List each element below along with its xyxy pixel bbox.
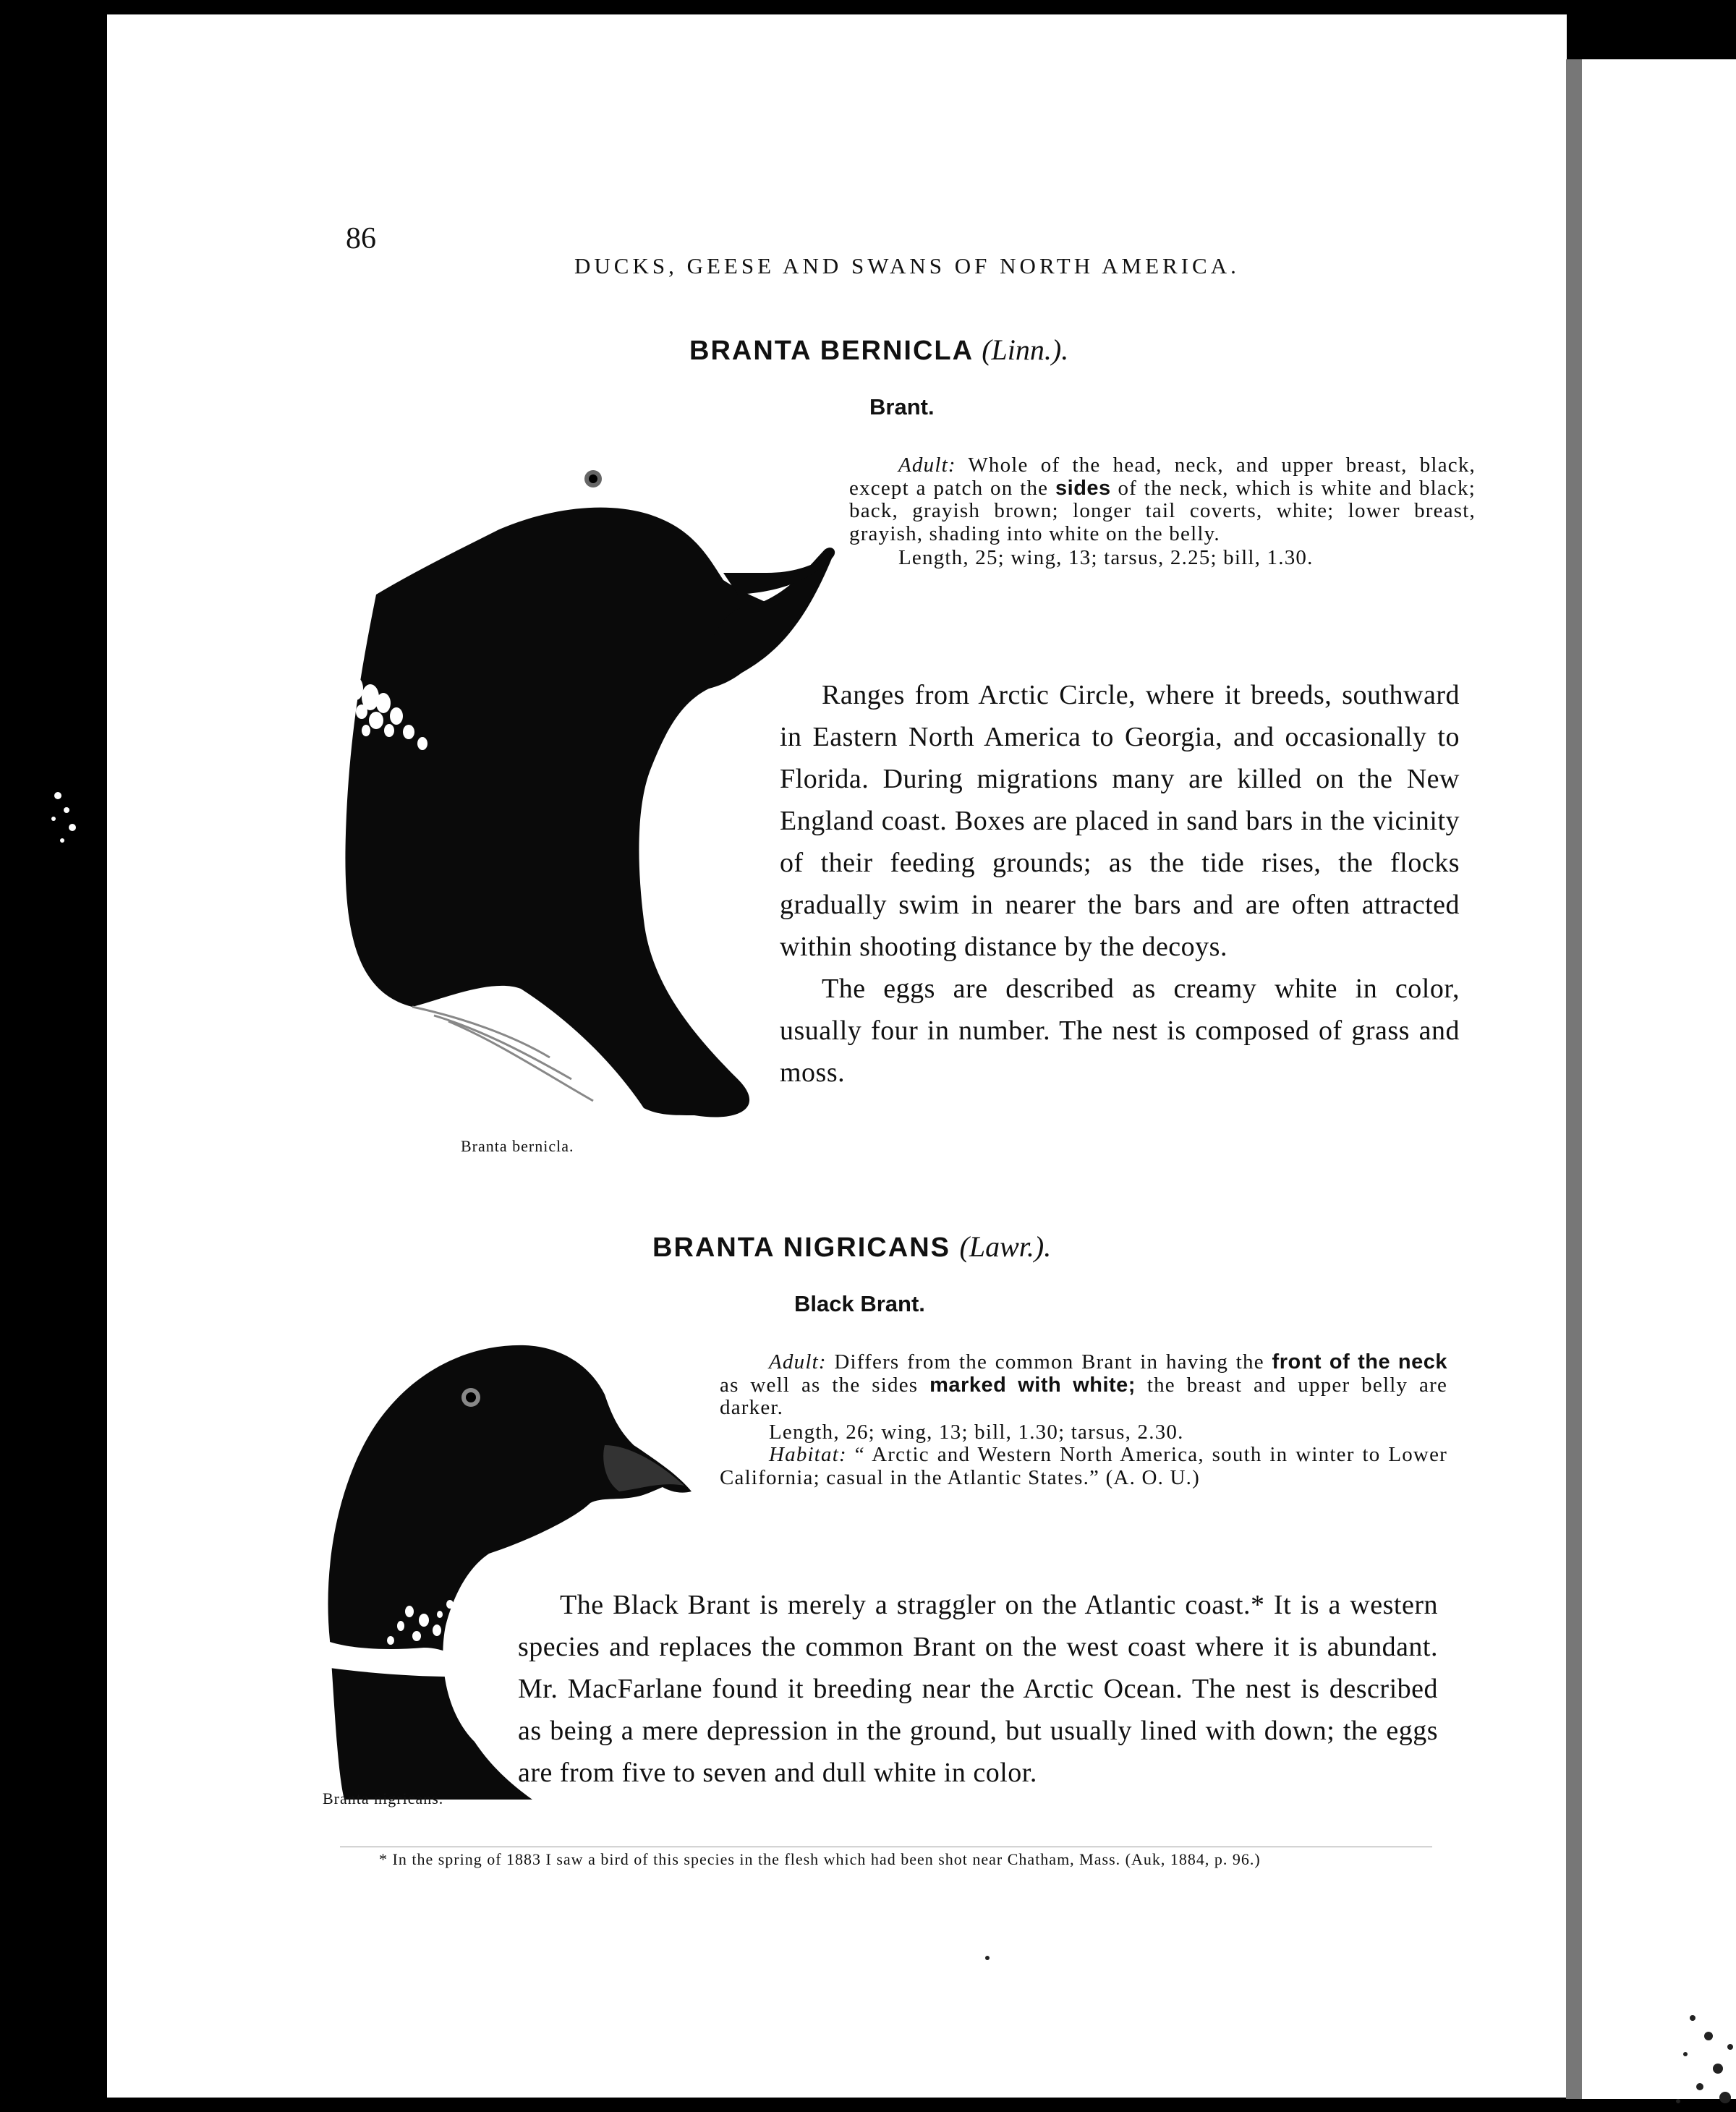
- page-gutter-shadow: [1566, 59, 1582, 2099]
- running-head: DUCKS, GEESE AND SWANS OF NORTH AMERICA.: [574, 253, 1240, 278]
- paragraph: The Black Brant is merely a straggler on the Atlantic coast.* It is a western species and replaces the common Brant on the west coast where it is abundant. Mr. MacFarlane found it breeding near the Arctic Ocean. The nest is described as being a mere depression in the ground, but usually lined with down; the eggs are from five to seven and dull white in color.: [518, 1590, 1438, 1788]
- common-name: Brant.: [869, 394, 935, 420]
- adult-label: Adult:: [769, 1350, 827, 1374]
- species-title: [689, 333, 1068, 367]
- adult-label: Adult:: [898, 454, 956, 477]
- adult-description: [849, 454, 1476, 570]
- paragraph: Ranges from Arctic Circle, where it breeds, southward in Eastern North America to Georgia, and occasionally to Florida. During migrations many are killed on the New England coast. Boxes are placed in sand bars in the vicinity of their feeding grounds; as the tide rises, the flocks gradually swim in nearer the bars and are often attracted within shooting distance by the decoys.: [780, 680, 1460, 962]
- page-number: 86: [346, 222, 376, 255]
- scientific-name: BRANTA NIGRICANS: [652, 1232, 950, 1263]
- adult-text: of the neck, which is white and black; back, grayish brown; longer tail coverts, white; lower breast, grayish, shading into white on the belly.: [849, 476, 1476, 545]
- authority: (Lawr.).: [959, 1230, 1052, 1263]
- species-title: [652, 1230, 1051, 1264]
- authority: (Linn.).: [982, 333, 1069, 366]
- habitat-label: Habitat:: [769, 1443, 847, 1466]
- adult-bold: sides: [1055, 476, 1111, 500]
- figure-brant-head: [333, 428, 839, 1151]
- common-name: Black Brant.: [794, 1291, 925, 1316]
- figure-black-brant-head: [315, 1337, 706, 1800]
- measurements: Length, 26; wing, 13; bill, 1.30; tarsus, 2.30.: [769, 1420, 1184, 1444]
- footnote-text: * In the spring of 1883 I saw a bird of this species in the flesh which had been shot near Chatham, Mass. (Auk, 1884, p. 96.): [379, 1850, 1261, 1868]
- figure-caption: Branta bernicla.: [461, 1137, 574, 1155]
- facing-page-edge: [1582, 59, 1736, 2099]
- adult-bold: front of the neck: [1272, 1350, 1448, 1374]
- adult-text: Whole of the head, neck, and upper breast, black, except a patch on the: [849, 454, 1476, 500]
- species-text: [780, 674, 1460, 1094]
- adult-description: [720, 1351, 1447, 1489]
- figure-caption: Branta nigricans.: [323, 1789, 444, 1807]
- paragraph: The eggs are described as creamy white in color, usually four in number. The nest is composed of grass and moss.: [780, 974, 1460, 1088]
- page-speck: [985, 1956, 990, 1960]
- footnote: [310, 1849, 1424, 1870]
- scan-edge-specks: [43, 781, 87, 868]
- habitat-text: “ Arctic and Western North America, south in winter to Lower California; casual in the Atlantic States.” (A. O. U.): [720, 1443, 1448, 1489]
- adult-text: as well as the sides: [720, 1373, 919, 1397]
- adult-bold: marked with white;: [929, 1373, 1136, 1397]
- scientific-name: BRANTA BERNICLA: [689, 336, 973, 366]
- adult-text: Differs from the common Brant in having the: [834, 1350, 1264, 1374]
- measurements: Length, 25; wing, 13; tarsus, 2.25; bill, 1.30.: [898, 546, 1314, 569]
- adult-text: the breast and upper belly are darker.: [720, 1373, 1448, 1419]
- scan-speckle: [1664, 1996, 1736, 2112]
